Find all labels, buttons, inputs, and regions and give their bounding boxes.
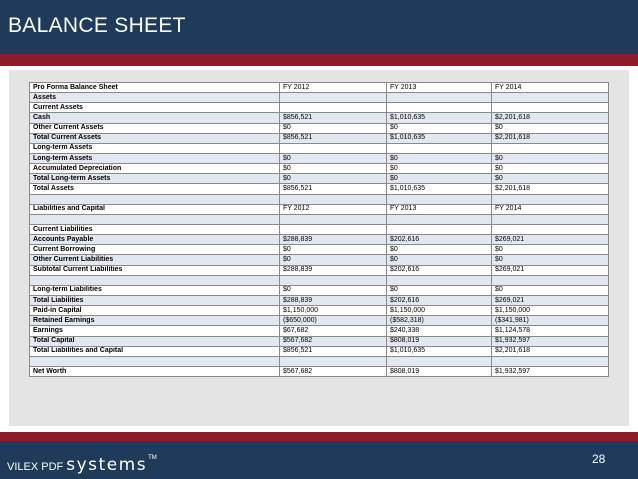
table-row — [30, 224, 609, 234]
row-value-col-1: $288,839 — [280, 265, 387, 275]
row-value-col-3: FY 2014 — [492, 83, 609, 93]
row-value-col-3 — [492, 275, 609, 285]
row-value-col-2: $0 — [387, 123, 492, 133]
row-value-col-3 — [492, 93, 609, 103]
table-row — [30, 306, 609, 316]
table-row — [30, 204, 609, 214]
row-label: Cash — [30, 113, 280, 123]
row-label: Long-term Assets — [30, 153, 280, 163]
row-label: Current Borrowing — [30, 245, 280, 255]
table-row — [30, 275, 609, 285]
row-value-col-3: $0 — [492, 255, 609, 265]
row-value-col-2 — [387, 356, 492, 366]
row-value-col-3 — [492, 356, 609, 366]
row-value-col-1: $0 — [280, 123, 387, 133]
table-row — [30, 164, 609, 174]
slide-header — [0, 0, 638, 54]
row-label: Retained Earnings — [30, 316, 280, 326]
table-row — [30, 153, 609, 163]
row-value-col-2: $1,010,635 — [387, 133, 492, 143]
row-value-col-2 — [387, 224, 492, 234]
table-row — [30, 83, 609, 93]
table-row — [30, 103, 609, 113]
row-value-col-2: $0 — [387, 285, 492, 295]
row-label: Earnings — [30, 326, 280, 336]
row-value-col-1 — [280, 194, 387, 204]
row-label: Liabilities and Capital — [30, 204, 280, 214]
table-row — [30, 356, 609, 366]
row-value-col-3: $0 — [492, 164, 609, 174]
brand-trademark: TM — [148, 455, 157, 461]
row-value-col-2: $202,616 — [387, 265, 492, 275]
row-label: Current Liabilities — [30, 224, 280, 234]
row-label — [30, 275, 280, 285]
table-row — [30, 326, 609, 336]
row-value-col-3: $2,201,618 — [492, 113, 609, 123]
table-row — [30, 113, 609, 123]
row-value-col-1 — [280, 356, 387, 366]
row-label: Paid-in Capital — [30, 306, 280, 316]
table-row — [30, 93, 609, 103]
row-value-col-3 — [492, 214, 609, 224]
row-label — [30, 356, 280, 366]
row-value-col-2 — [387, 143, 492, 153]
row-value-col-2: FY 2013 — [387, 204, 492, 214]
table-row — [30, 255, 609, 265]
row-value-col-1 — [280, 143, 387, 153]
row-label: Pro Forma Balance Sheet — [30, 83, 280, 93]
row-label — [30, 194, 280, 204]
table-row — [30, 295, 609, 305]
row-value-col-3: $269,021 — [492, 295, 609, 305]
row-value-col-3: $269,021 — [492, 265, 609, 275]
row-label: Net Worth — [30, 366, 280, 376]
row-value-col-1: ($650,000) — [280, 316, 387, 326]
row-label: Accounts Payable — [30, 235, 280, 245]
row-value-col-2: $1,010,635 — [387, 346, 492, 356]
row-value-col-3 — [492, 224, 609, 234]
row-value-col-2: $0 — [387, 174, 492, 184]
table-row — [30, 346, 609, 356]
row-value-col-3: $0 — [492, 245, 609, 255]
row-value-col-1: $288,839 — [280, 295, 387, 305]
row-value-col-3: $1,150,000 — [492, 306, 609, 316]
row-label — [30, 214, 280, 224]
row-label: Total Assets — [30, 184, 280, 194]
balance-sheet-table — [29, 82, 609, 377]
row-label: Total Capital — [30, 336, 280, 346]
row-value-col-2: $202,616 — [387, 295, 492, 305]
row-value-col-1: FY 2012 — [280, 83, 387, 93]
row-value-col-2 — [387, 194, 492, 204]
row-value-col-1 — [280, 103, 387, 113]
row-value-col-1: $856,521 — [280, 133, 387, 143]
row-value-col-2: $0 — [387, 153, 492, 163]
row-value-col-3: $0 — [492, 285, 609, 295]
row-value-col-1: $67,682 — [280, 326, 387, 336]
row-value-col-3: $1,932,597 — [492, 336, 609, 346]
table-row — [30, 123, 609, 133]
row-value-col-2: $240,338 — [387, 326, 492, 336]
table-row — [30, 245, 609, 255]
row-value-col-3: $269,021 — [492, 235, 609, 245]
table-row — [30, 184, 609, 194]
row-label: Total Liabilities and Capital — [30, 346, 280, 356]
row-value-col-3: $1,124,578 — [492, 326, 609, 336]
row-value-col-2 — [387, 214, 492, 224]
table-row — [30, 214, 609, 224]
row-value-col-2: $202,616 — [387, 235, 492, 245]
row-label: Long-term Assets — [30, 143, 280, 153]
row-label: Subtotal Current Liabilities — [30, 265, 280, 275]
table-row — [30, 285, 609, 295]
table-row — [30, 336, 609, 346]
row-value-col-3: FY 2014 — [492, 204, 609, 214]
row-value-col-3: ($341,981) — [492, 316, 609, 326]
row-value-col-1 — [280, 275, 387, 285]
row-value-col-1: $567,682 — [280, 366, 387, 376]
row-value-col-1: $567,682 — [280, 336, 387, 346]
row-value-col-1 — [280, 93, 387, 103]
row-label: Accumulated Depreciation — [30, 164, 280, 174]
row-value-col-1: $0 — [280, 174, 387, 184]
row-label: Total Liabilities — [30, 295, 280, 305]
row-value-col-1: $1,150,000 — [280, 306, 387, 316]
row-value-col-3: $2,201,618 — [492, 184, 609, 194]
row-value-col-2: $1,010,635 — [387, 113, 492, 123]
table-row — [30, 133, 609, 143]
header-accent-stripe — [0, 54, 638, 66]
brand-prefix: VILEX PDF — [7, 461, 64, 473]
table-row — [30, 194, 609, 204]
row-value-col-2: $0 — [387, 164, 492, 174]
row-value-col-1: $0 — [280, 255, 387, 265]
table-row — [30, 174, 609, 184]
row-value-col-3: $0 — [492, 174, 609, 184]
slide-title: BALANCE SHEET — [8, 14, 186, 37]
row-value-col-1 — [280, 224, 387, 234]
brand-logo — [7, 455, 157, 475]
table-row — [30, 235, 609, 245]
footer-accent-stripe — [0, 432, 638, 441]
table-row — [30, 366, 609, 376]
brand-name: systems — [66, 455, 148, 475]
row-value-col-3 — [492, 194, 609, 204]
row-value-col-1: $0 — [280, 245, 387, 255]
row-label: Long-term Liabilities — [30, 285, 280, 295]
row-label: Other Current Liabilities — [30, 255, 280, 265]
row-value-col-1: $288,839 — [280, 235, 387, 245]
row-value-col-2 — [387, 275, 492, 285]
row-value-col-3: $2,201,618 — [492, 346, 609, 356]
row-value-col-2: $1,150,000 — [387, 306, 492, 316]
row-value-col-3: $0 — [492, 123, 609, 133]
row-value-col-2: $1,010,635 — [387, 184, 492, 194]
row-value-col-3 — [492, 143, 609, 153]
row-value-col-3: $2,201,618 — [492, 133, 609, 143]
row-label: Current Assets — [30, 103, 280, 113]
table-row — [30, 265, 609, 275]
row-value-col-3 — [492, 103, 609, 113]
row-value-col-2: $0 — [387, 245, 492, 255]
row-value-col-2 — [387, 103, 492, 113]
row-value-col-2: $0 — [387, 255, 492, 265]
row-value-col-2 — [387, 93, 492, 103]
table-row — [30, 143, 609, 153]
row-label: Total Long-term Assets — [30, 174, 280, 184]
row-value-col-2: FY 2013 — [387, 83, 492, 93]
row-value-col-1: $0 — [280, 164, 387, 174]
row-value-col-1 — [280, 214, 387, 224]
table-row — [30, 316, 609, 326]
row-value-col-2: $808,019 — [387, 336, 492, 346]
row-value-col-1: $0 — [280, 285, 387, 295]
row-label: Assets — [30, 93, 280, 103]
row-value-col-1: $0 — [280, 153, 387, 163]
row-value-col-1: $856,521 — [280, 184, 387, 194]
row-value-col-2: ($582,318) — [387, 316, 492, 326]
row-value-col-1: $856,521 — [280, 346, 387, 356]
page-number: 28 — [592, 452, 606, 466]
row-value-col-3: $0 — [492, 153, 609, 163]
row-label: Other Current Assets — [30, 123, 280, 133]
row-value-col-1: $856,521 — [280, 113, 387, 123]
row-value-col-3: $1,932,597 — [492, 366, 609, 376]
row-value-col-2: $808,019 — [387, 366, 492, 376]
row-label: Total Current Assets — [30, 133, 280, 143]
row-value-col-1: FY 2012 — [280, 204, 387, 214]
